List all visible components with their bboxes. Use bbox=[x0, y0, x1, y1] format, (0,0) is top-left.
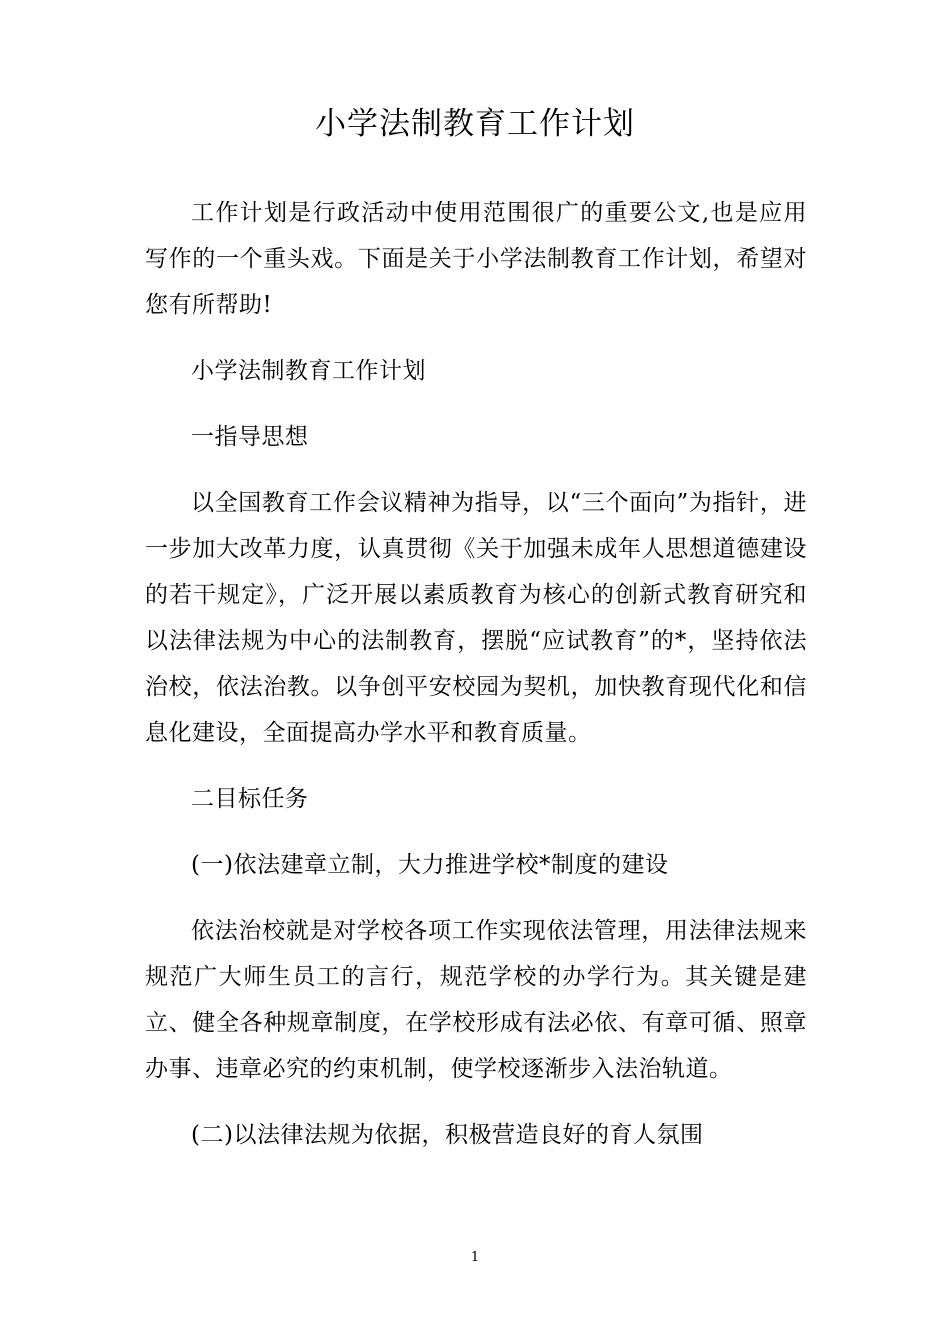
intro-paragraph: 工作计划是行政活动中使用范围很广的重要公文,也是应用写作的一个重头戏。下面是关于小学法制教育工作计划，希望对您有所帮助! bbox=[145, 200, 807, 318]
subsection-heading-2: (二)以法律法规为依据，积极营造良好的育人氛围 bbox=[191, 1122, 704, 1148]
section-heading-goals-tasks: 二目标任务 bbox=[191, 786, 309, 812]
subsection-1-paragraph: 依法治校就是对学校各项工作实现依法管理，用法律法规来规范广大师生员工的言行，规范学校的办学行为。其关键是建立、健全各种规章制度，在学校形成有法必依、有章可循、照章办事、违章必究的约束机制，使学校逐渐步入法治轨道。 bbox=[145, 918, 807, 1082]
subsection-heading-1: (一)依法建章立制，大力推进学校*制度的建设 bbox=[191, 852, 669, 878]
guiding-ideology-paragraph: 以全国教育工作会议精神为指导，以“三个面向”为指针，进一步加大改革力度，认真贯彻《关于加强未成年人思想道德建设的若干规定》，广泛开展以素质教育为核心的创新式教育研究和以法律法规为中心的法制教育，摆脱“应试教育”的*，坚持依法治校，依法治教。以争创平安校园为契机，加快教育现代化和信息化建设，全面提高办学水平和教育质量。 bbox=[145, 490, 807, 746]
subtitle-paragraph: 小学法制教育工作计划 bbox=[191, 358, 426, 384]
page-number: 1 bbox=[470, 1250, 480, 1265]
document-body bbox=[145, 190, 807, 1178]
document-title: 小学法制教育工作计划 bbox=[315, 106, 635, 142]
section-heading-guiding-ideology: 一指导思想 bbox=[191, 424, 309, 450]
